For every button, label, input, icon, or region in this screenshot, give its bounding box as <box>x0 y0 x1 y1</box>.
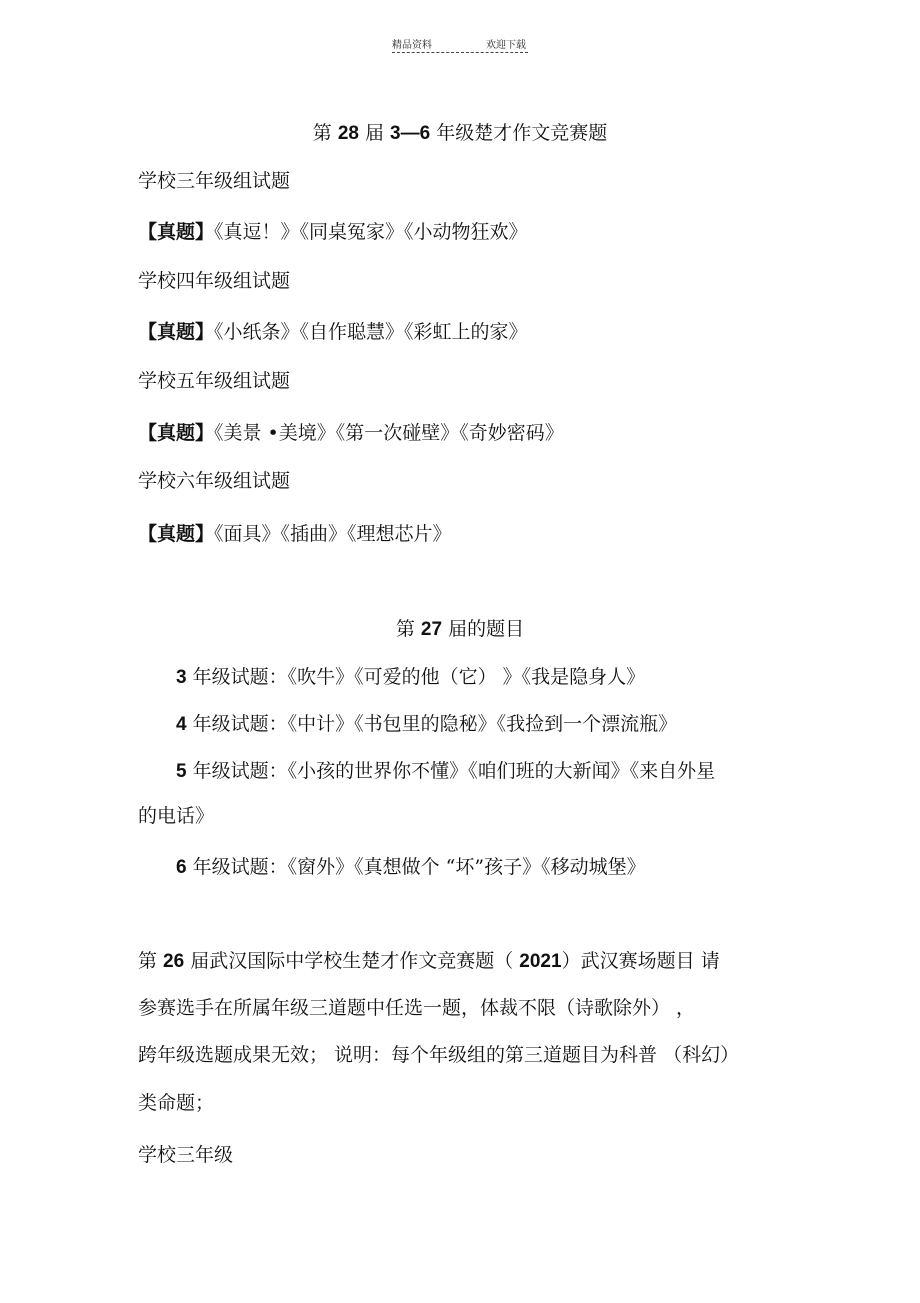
topic-titles: 《真逗！》《同桌冤家》《小动物狂欢》 <box>214 221 528 243</box>
grade-topic-line <box>176 712 677 737</box>
grade-topics: 年级试题：《小孩的世界你不懂》《咱们班的大新闻》《来自外星 <box>186 760 716 782</box>
grade-topic-line <box>176 759 715 784</box>
topic-line <box>138 421 564 445</box>
zhenti-label: 【真题】 <box>138 221 215 243</box>
grade-range: 3—6 <box>390 123 431 144</box>
title-text: 年级楚才作文竞赛题 <box>430 122 608 144</box>
header-dashed-rule <box>392 52 528 53</box>
group-heading: 学校五年级组试题 <box>138 370 291 392</box>
edition-number: 27 <box>420 619 443 640</box>
grade-topic-line <box>176 665 645 690</box>
group-heading: 学校六年级组试题 <box>138 470 291 492</box>
group-heading: 学校三年级 <box>138 1144 234 1166</box>
zhenti-label: 【真题】 <box>138 422 215 444</box>
title-text: 第 <box>312 122 338 144</box>
grade-number: 5 <box>176 761 187 782</box>
group-heading: 学校四年级组试题 <box>138 270 291 292</box>
grade-topic-line <box>176 855 646 880</box>
section26-paragraph-line: 参赛选手在所属年级三道题中任选一题，体裁不限（诗歌除外） ， <box>138 997 696 1019</box>
section26-paragraph-line: 跨年级选题成果无效； 说明：每个年级组的第三道题目为科普 （科幻） <box>138 1044 740 1066</box>
header-left-text: 精品资料 <box>392 40 432 51</box>
paragraph-text: 第 <box>138 950 164 972</box>
topic-line <box>138 522 452 546</box>
topic-titles: 《小纸条》《自作聪慧》《彩虹上的家》 <box>214 321 528 343</box>
page-header <box>0 36 920 56</box>
zhenti-label: 【真题】 <box>138 523 215 545</box>
paragraph-text: 届武汉国际中学校生楚才作文竞赛题（ <box>184 950 520 972</box>
grade-topics: 年级试题：《窗外》《真想做个 “坏”孩子》《移动城堡》 <box>186 856 646 878</box>
section28-title <box>0 121 920 146</box>
grade-number: 6 <box>176 857 187 878</box>
section26-paragraph-line: 类命题； <box>138 1092 215 1114</box>
topic-titles: 《面具》《插曲》《理想芯片》 <box>214 523 452 545</box>
section26-paragraph-line <box>138 949 720 974</box>
section27-title <box>0 617 920 642</box>
title-text: 届 <box>358 122 391 144</box>
edition-number: 26 <box>163 951 185 972</box>
grade-number: 3 <box>176 667 187 688</box>
topic-line <box>138 220 528 244</box>
header-right-text: 欢迎下载 <box>486 40 526 51</box>
grade-topics: 年级试题：《中计》《书包里的隐秘》《我捡到一个漂流瓶》 <box>186 713 678 735</box>
title-text: 第 <box>395 618 421 640</box>
group-heading: 学校三年级组试题 <box>138 170 291 192</box>
grade-number: 4 <box>176 714 187 735</box>
paragraph-text: ）武汉赛场题目 请 <box>561 950 720 972</box>
topic-line <box>138 320 528 344</box>
topic-titles: 《美景 •美境》《第一次碰壁》《奇妙密码》 <box>214 422 564 444</box>
year-number: 2021 <box>519 951 562 972</box>
edition-number: 28 <box>337 123 359 144</box>
title-text: 届的题目 <box>442 618 525 640</box>
zhenti-label: 【真题】 <box>138 321 215 343</box>
grade-topic-continuation: 的电话》 <box>138 805 215 827</box>
grade-topics: 年级试题：《吹牛》《可爱的他（它） 》《我是隐身人》 <box>186 666 646 688</box>
